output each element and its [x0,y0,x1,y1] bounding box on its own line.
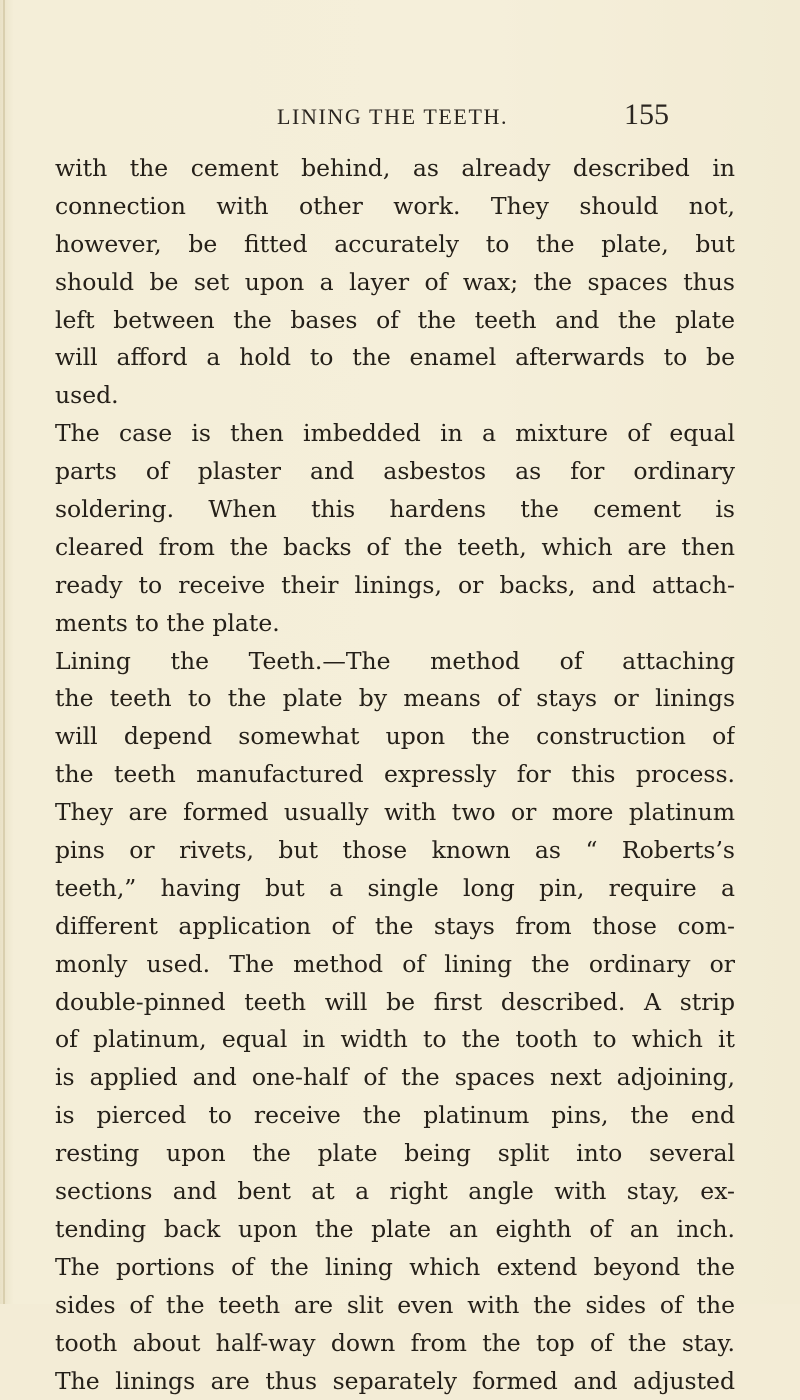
text-line: sections and bent at a right angle with stay, ex- [55,1173,735,1211]
text-line: The case is then imbedded in a mixture of equal [55,415,735,453]
text-line: connection with other work. They should not, [55,188,735,226]
text-line: the teeth to the plate by means of stays or linings [55,680,735,718]
body-text [55,150,735,1400]
text-line: ments to the plate. [55,605,735,643]
text-line: is applied and one-half of the spaces next adjoining, [55,1059,735,1097]
text-line: The linings are thus separately formed and adjusted [55,1363,735,1400]
text-line: the teeth manufactured expressly for this process. [55,756,735,794]
text-line: The portions of the lining which extend beyond the [55,1249,735,1287]
page-number: 155 [624,98,669,132]
text-line: ready to receive their linings, or backs, and attach- [55,567,735,605]
text-line: monly used. The method of lining the ordinary or [55,946,735,984]
text-line: of platinum, equal in width to the tooth to which it [55,1021,735,1059]
text-line: They are formed usually with two or more platinum [55,794,735,832]
text-line: tooth about half-way down from the top of the stay. [55,1325,735,1363]
text-line: with the cement behind, as already described in [55,150,735,188]
text-line: teeth,” having but a single long pin, require a [55,870,735,908]
text-line: soldering. When this hardens the cement is [55,491,735,529]
text-line: double-pinned teeth will be first described. A strip [55,984,735,1022]
text-line: used. [55,377,735,415]
text-line: sides of the teeth are slit even with the sides of the [55,1287,735,1325]
text-line: tending back upon the plate an eighth of an inch. [55,1211,735,1249]
text-line: will depend somewhat upon the construction of [55,718,735,756]
running-head [0,94,800,134]
section-run-in-line: Lining the Teeth.—The method of attaching [55,643,735,681]
text-line: should be set upon a layer of wax; the spaces thus [55,264,735,302]
text-line: different application of the stays from those com- [55,908,735,946]
running-title: LINING THE TEETH. [277,104,508,130]
text-line: cleared from the backs of the teeth, which are then [55,529,735,567]
text-line: parts of plaster and asbestos as for ordinary [55,453,735,491]
text-line: left between the bases of the teeth and the plate [55,302,735,340]
text-line: will afford a hold to the enamel afterwards to be [55,339,735,377]
page-gutter-edge [3,0,5,1304]
text-line: is pierced to receive the platinum pins, the end [55,1097,735,1135]
text-line: however, be fitted accurately to the plate, but [55,226,735,264]
text-line: pins or rivets, but those known as “ Roberts’s [55,832,735,870]
text-line: resting upon the plate being split into several [55,1135,735,1173]
